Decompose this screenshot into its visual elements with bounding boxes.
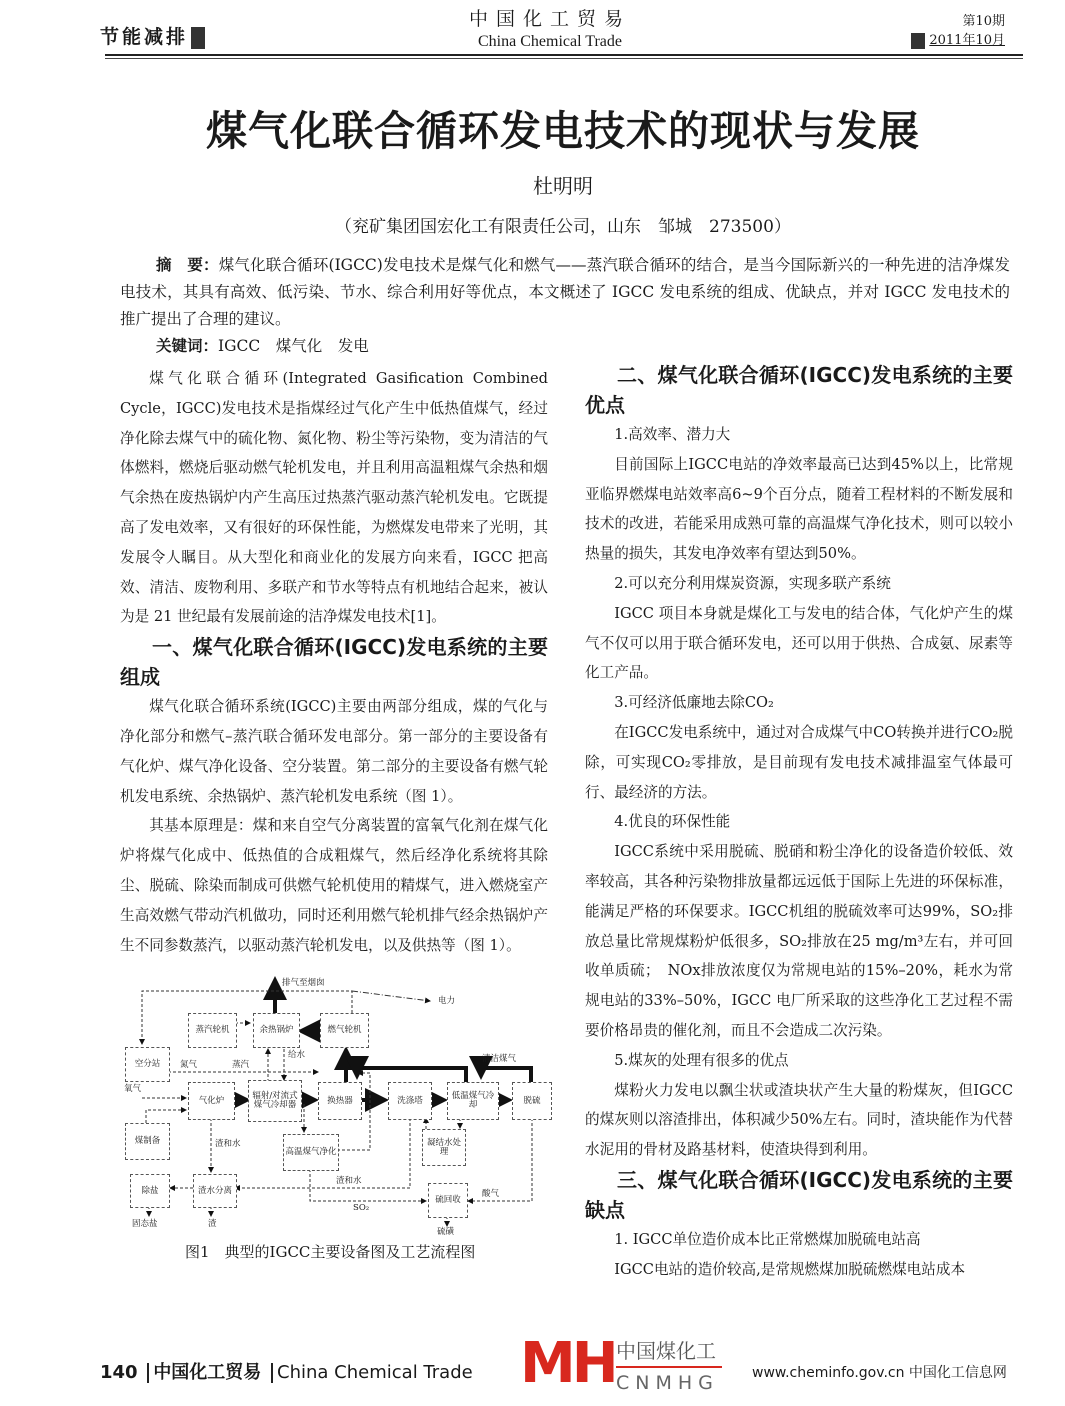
label-feedwater: 给水 <box>288 1050 306 1061</box>
power-line <box>352 991 430 1001</box>
header-rule <box>105 54 1023 56</box>
article-title: 煤气化联合循环发电技术的现状与发展 <box>206 107 920 155</box>
node-desalination: 除盐 <box>130 1174 170 1208</box>
footer-site: www.cheminfo.gov.cn 中国化工信息网 <box>752 1365 1007 1381</box>
label-power: 电力 <box>438 996 456 1007</box>
footer-journal-cn: 中国化工贸易 <box>153 1362 262 1383</box>
issue-info <box>900 10 1005 49</box>
footer-journal-en: China Chemical Trade <box>277 1362 473 1383</box>
watermark <box>520 1331 730 1400</box>
abstract <box>120 252 1010 333</box>
subheading: 3.可经济低廉地去除CO₂ <box>614 694 774 712</box>
label-steam: 蒸汽 <box>232 1060 250 1071</box>
watermark-name-cn: 中国煤化工 <box>616 1339 716 1363</box>
figure-caption: 图1 典型的IGCC主要设备图及工艺流程图 <box>185 1243 476 1262</box>
subheading: 5.煤灰的处理有很多的优点 <box>614 1051 789 1069</box>
watermark-name-en: CNMHG <box>616 1372 719 1394</box>
abstract-block <box>120 252 1010 360</box>
label-clean-gas: 清洁煤气 <box>482 1054 517 1065</box>
keywords <box>120 333 1010 360</box>
paragraph: 煤粉火力发电以飘尘状或渣块状产生大量的粉煤灰，但IGCC的煤灰则以溶渣排出，体积减少50%左右。同时，渣块能作为代替水泥用的骨材及路基材料，使渣块得到利用。 <box>585 1081 1013 1159</box>
label-exhaust: 排气至烟囱 <box>282 978 325 989</box>
keywords-label: 关键词： <box>156 337 219 355</box>
node-hrsg: 余热锅炉 <box>253 1013 300 1048</box>
node-low-temp-cooler: 低温煤气冷却 <box>447 1082 499 1120</box>
subheading: 4.优良的环保性能 <box>614 813 731 831</box>
section-heading-3: 三、煤气化联合循环(IGCC)发电系统的主要缺点 <box>585 1167 1013 1222</box>
igcc-flow-diagram <box>120 976 560 1238</box>
label-oxygen: 氧气 <box>124 1084 142 1095</box>
label-sulfur: 硫磺 <box>437 1227 455 1238</box>
issue-date-text: 2011年10月 <box>929 33 1005 48</box>
node-syngas-cooler: 辐射/对流式煤气冷却器 <box>248 1080 302 1122</box>
issue-date <box>900 29 1005 49</box>
acid-gas-line <box>468 1118 532 1201</box>
node-desulfurization: 脱硫 <box>512 1082 552 1120</box>
node-scrubber: 洗涤塔 <box>388 1082 432 1120</box>
paragraph: 目前国际上IGCC电站的净效率最高已达到45%以上，比常规亚临界燃煤电站效率高6~9个百分点，随着工程材料的不断发展和技术的改进，若能采用成熟可靠的高温煤气净化技术，则可以较小热量的损失，其发电净效率有望达到50%。 <box>585 455 1013 563</box>
watermark-rule <box>616 1366 722 1368</box>
page-number: 140 <box>100 1362 138 1383</box>
footer-divider <box>147 1363 149 1383</box>
paragraph: 在IGCC发电系统中，通过对合成煤气中CO转换并进行CO₂脱除，可实现CO₂零排放，是目前现有发电技术减排温室气体最可行、最经济的方法。 <box>585 723 1013 801</box>
intro-paragraph: 煤气化联合循环(Integrated Gasification Combined Cycle，IGCC)发电技术是指煤经过气化产生中低热值煤气，经过净化除去煤气中的硫化物、氮化物、粉尘等污染物，变为清洁的气体燃料，燃烧后驱动燃气轮机发电，并且利用高温粗煤气余热和烟气余热在废热锅炉内产生高压过热蒸汽驱动蒸汽轮机发电。它既提高了发电效率，又有很好的环保性能，为燃煤发电带来了光明，其发展令人瞩目。从大型化和商业化的发展方向来看，IGCC 把高效、清洁、废物利用、多联产和节水等特点有机地结合起来，被认为是 21 世纪最有发展前途的洁净煤发电技术[1]。 <box>120 370 548 626</box>
flow-clean-gas <box>481 1068 531 1082</box>
label-acid-gas: 酸气 <box>482 1189 500 1200</box>
paragraph: IGCC系统中采用脱硫、脱硝和粉尘净化的设备造价较低、效率较高，其各种污染物排放量都远远低于国际上先进的环保标准，能满足严格的环保要求。IGCC机组的脱硫效率可达99%，SO₂排放总量比常规煤粉炉低很多，SO₂排放在25 mg/m³左右，并可回收单质硫； NOx排放浓度仅为常规电站的15%–20%，耗水为常规电站的33%–50%，IGCC 电厂所采取的这些净化工艺过程不需要价格昂贵的催化剂，而且不会造成二次污染。 <box>585 843 1013 1039</box>
node-air-separation: 空分站 <box>125 1047 170 1082</box>
paragraph: IGCC电站的造价较高,是常规燃煤加脱硫燃煤电站成本 <box>614 1260 966 1278</box>
label-solid-salt: 固态盐 <box>132 1219 158 1230</box>
abstract-text: 煤气化联合循环(IGCC)发电技术是煤气化和燃气——蒸汽联合循环的结合，是当今国际新兴的一种先进的洁净煤发电技术，其具有高效、低污染、节水、综合利用好等优点，本文概述了 IGCC 发电系统的组成、优缺点，并对 IGCC 发电技术的推广提出了合理的建议。 <box>120 256 1010 328</box>
subheading: 2.可以充分利用煤炭资源，实现多联产系统 <box>614 574 891 592</box>
so2-line <box>310 1169 426 1201</box>
journal-name-en: China Chemical Trade <box>478 33 622 50</box>
footer-divider <box>271 1363 273 1383</box>
node-steam-turbine: 蒸汽轮机 <box>188 1013 237 1048</box>
label-nitrogen: 氮气 <box>180 1060 198 1071</box>
label-slag-water: 渣和水 <box>336 1176 362 1187</box>
abstract-label: 摘 要： <box>156 256 219 274</box>
paragraph: 煤气化联合循环系统(IGCC)主要由两部分组成，煤的气化与净化部分和燃气–蒸汽联合循环发电部分。第一部分的主要设备有气化炉、煤气净化设备、空分装置。第二部分的主要设备有燃气轮机发电系统、余热锅炉、蒸汽轮机发电系统（图 1）。 <box>120 698 548 805</box>
author-affiliation: （兖矿集团国宏化工有限责任公司，山东 邹城 273500） <box>335 217 791 237</box>
subheading: 1.高效率、潜力大 <box>614 426 731 443</box>
node-gas-turbine: 燃气轮机 <box>320 1013 369 1048</box>
section-label <box>100 22 205 49</box>
paragraph: 其基本原理是：煤和来自空气分离装置的富氧气化剂在煤气化炉将煤气化成中、低热值的合成粗煤气，然后经净化系统将其除尘、脱硫、除染而制成可供燃气轮机使用的精煤气，进入燃烧室产生高效燃气带动汽机做功，同时还利用燃气轮机排气经余热锅炉产生不同参数蒸汽，以驱动蒸汽轮机发电，以及供热等（图 1）。 <box>120 817 548 954</box>
coal-line <box>146 1110 186 1123</box>
section-text: 节能减排 <box>100 26 189 48</box>
node-sulfur-recovery: 硫回收 <box>428 1183 468 1218</box>
section-heading-1: 一、煤气化联合循环(IGCC)发电系统的主要组成 <box>120 635 548 690</box>
flow-clean-gas-return <box>357 1068 466 1082</box>
node-gasifier: 气化炉 <box>188 1082 235 1120</box>
date-block <box>911 33 925 49</box>
journal-header <box>400 4 700 51</box>
node-condensate: 凝结水处理 <box>422 1129 466 1166</box>
journal-name-cn: 中国化工贸易 <box>468 8 631 30</box>
keywords-text: IGCC 煤气化 发电 <box>218 337 369 355</box>
watermark-logo: MH <box>520 1331 615 1396</box>
section-heading-2: 二、煤气化联合循环(IGCC)发电系统的主要优点 <box>585 363 1013 417</box>
right-column <box>585 360 1013 1285</box>
node-hot-gas-cleanup: 高温煤气净化 <box>283 1134 339 1171</box>
label-so2: SO₂ <box>353 1203 370 1214</box>
node-coal-prep: 煤制备 <box>125 1123 170 1160</box>
subheading: 1. IGCC单位造价成本比正常燃煤加脱硫电站高 <box>614 1230 921 1248</box>
issue-number: 第10期 <box>962 14 1005 29</box>
label-slag: 渣 <box>208 1219 217 1230</box>
footer-left <box>100 1358 473 1384</box>
paragraph: IGCC 项目本身就是煤化工与发电的结合体，气化炉产生的煤气不仅可以用于联合循环发电，还可以用于供热、合成氨、尿素等化工产品。 <box>585 604 1013 682</box>
node-slag-water-sep: 渣水分离 <box>193 1174 237 1208</box>
left-column <box>120 364 548 1262</box>
label-slag-water: 渣和水 <box>215 1139 241 1150</box>
article-author: 杜明明 <box>533 174 593 198</box>
section-block <box>191 27 205 49</box>
header-rule-thin <box>105 58 1023 59</box>
node-heat-exchanger: 换热器 <box>318 1082 362 1120</box>
